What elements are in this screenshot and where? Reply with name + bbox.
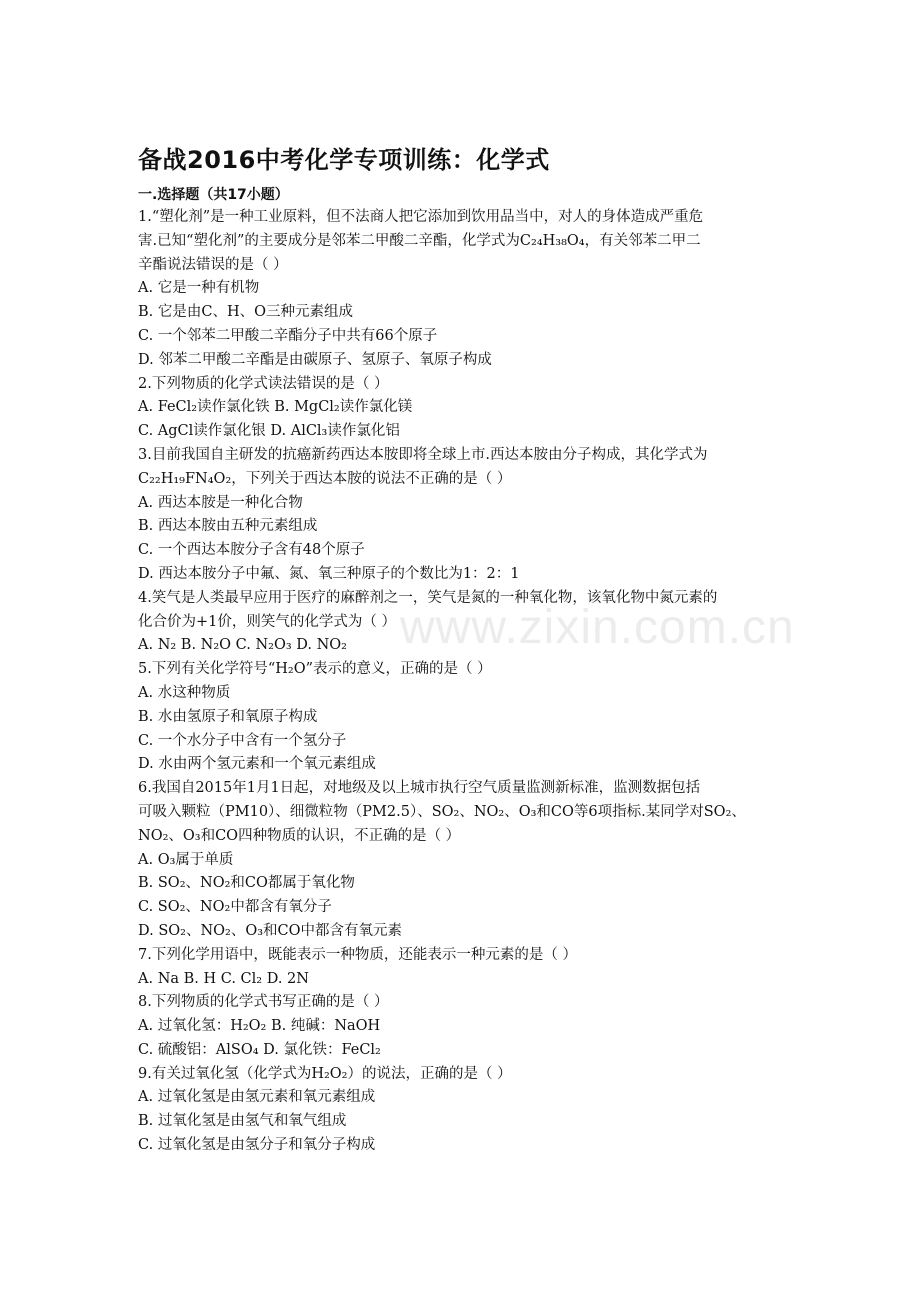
text-line: A. 水这种物质: [138, 684, 231, 701]
text-line: A. O₃属于单质: [138, 851, 234, 868]
text-line: 7.下列化学用语中，既能表示一种物质，还能表示一种元素的是（ ）: [138, 946, 577, 963]
text-line: B. 水由氢原子和氧原子构成: [138, 708, 318, 725]
text-line: A. 它是一种有机物: [138, 280, 260, 297]
text-line: D. 西达本胺分子中氟、氮、氧三种原子的个数比为1：2：1: [138, 565, 520, 582]
text-line: 9.有关过氧化氢（化学式为H₂O₂）的说法，正确的是（ ）: [138, 1065, 512, 1082]
text-line: 1.“塑化剂”是一种工业原料，但不法商人把它添加到饮用品当中，对人的身体造成严重危: [138, 209, 704, 225]
text-line: 可吸入颗粒（PM10）、细微粒物（PM2.5）、SO₂、NO₂、O₃和CO等6项指标.某同学对SO₂、: [138, 803, 746, 820]
text-line: A. Na B. H C. Cl₂ D. 2N: [138, 970, 309, 987]
text-line: A. 西达本胺是一种化合物: [138, 494, 303, 511]
text-line: 害.已知“塑化剂”的主要成分是邻苯二甲酸二辛酯，化学式为C₂₄H₃₈O₄，有关邻苯二甲二: [138, 232, 701, 249]
section-heading: 一.选择题（共17小题）: [138, 187, 289, 203]
text-line: D. 邻苯二甲酸二辛酯是由碳原子、氢原子、氧原子构成: [138, 351, 492, 368]
text-line: 2.下列物质的化学式读法错误的是（ ）: [138, 375, 389, 392]
text-line: A. 过氧化氢是由氢元素和氧元素组成: [138, 1089, 376, 1106]
watermark: www.zixin.com.cn: [400, 601, 795, 654]
text-line: B. 过氧化氢是由氢气和氧气组成: [138, 1113, 347, 1130]
text-line: 6.我国自2015年1月1日起，对地级及以上城市执行空气质量监测新标准，监测数据包括: [138, 780, 701, 797]
text-line: 5.下列有关化学符号“H₂O”表示的意义，正确的是（ ）: [138, 661, 492, 678]
text-line: C. 一个西达本胺分子含有48个原子: [138, 542, 365, 559]
text-line: B. 它是由C、H、O三种元素组成: [138, 304, 353, 321]
text-line: C₂₂H₁₉FN₄O₂，下列关于西达本胺的说法不正确的是（ ）: [138, 470, 512, 487]
text-line: 化合价为+1价，则笑气的化学式为（ ）: [138, 613, 396, 630]
text-line: B. 西达本胺由五种元素组成: [138, 518, 318, 535]
document-page: [138, 142, 788, 1158]
text-line: C. 一个水分子中含有一个氢分子: [138, 732, 347, 749]
text-line: D. SO₂、NO₂、O₃和CO中都含有氧元素: [138, 922, 403, 939]
page-title: 备战2016中考化学专项训练：化学式: [138, 146, 550, 174]
text-line: NO₂、O₃和CO四种物质的认识，不正确的是（ ）: [138, 827, 461, 844]
text-line: D. 水由两个氢元素和一个氧元素组成: [138, 756, 376, 773]
text-line: 3.目前我国自主研发的抗癌新药西达本胺即将全球上市.西达本胺由分子构成，其化学式为: [138, 446, 708, 463]
text-line: C. 硫酸铝：AlSO₄ D. 氯化铁：FeCl₂: [138, 1041, 381, 1058]
text-line: 4.笑气是人类最早应用于医疗的麻醉剂之一，笑气是氮的一种氧化物，该氧化物中氮元素的: [138, 589, 718, 606]
text-line: 8.下列物质的化学式书写正确的是（ ）: [138, 994, 389, 1011]
text-line: A. N₂ B. N₂O C. N₂O₃ D. NO₂: [138, 637, 347, 654]
text-line: A. 过氧化氢：H₂O₂ B. 纯碱：NaOH: [138, 1018, 381, 1035]
text-line: C. SO₂、NO₂中都含有氧分子: [138, 899, 332, 916]
text-line: C. AgCl读作氯化银 D. AlCl₃读作氯化铝: [138, 423, 400, 440]
text-line: B. SO₂、NO₂和CO都属于氧化物: [138, 875, 355, 892]
text-line: 辛酯说法错误的是（ ）: [138, 256, 288, 273]
question-list: [138, 206, 788, 1158]
text-line: A. FeCl₂读作氯化铁 B. MgCl₂读作氯化镁: [138, 399, 413, 416]
text-line: C. 一个邻苯二甲酸二辛酯分子中共有66个原子: [138, 327, 438, 344]
text-line: C. 过氧化氢是由氢分子和氧分子构成: [138, 1137, 376, 1154]
